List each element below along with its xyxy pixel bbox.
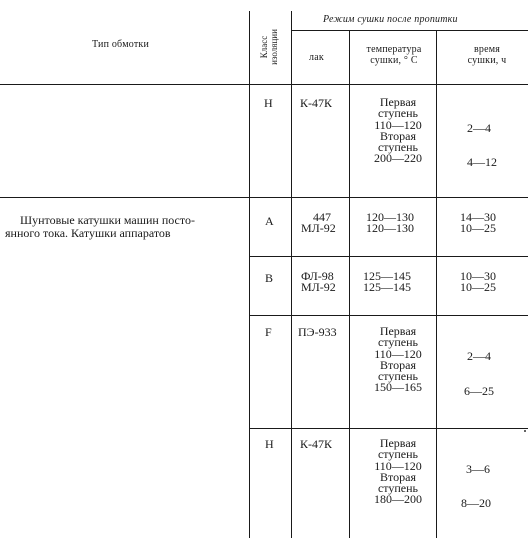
header-insulation-class-line2: изоляции: [269, 29, 279, 65]
row-temp: [356, 438, 440, 506]
drying-mode-subrule: [291, 30, 528, 31]
block-top-class: Н: [264, 96, 273, 110]
row-temp: [366, 212, 414, 234]
row-temp-line: ступень: [377, 447, 419, 462]
row-temp: [363, 271, 411, 293]
col-rule-temp-left: [349, 30, 350, 538]
header-drying-temp: [352, 44, 436, 66]
header-winding-type: Тип обмотки: [92, 39, 150, 50]
header-drying-temp-line2: сушки, ° С: [370, 55, 418, 66]
row-varnish-line: 447: [313, 210, 331, 224]
row-varnish: [301, 271, 336, 293]
row-temp-line: ступень: [377, 369, 419, 384]
block-top-temp-line: 200—220: [374, 151, 422, 166]
block-top-time-1: 2—4: [467, 121, 491, 135]
header-drying-mode: Режим сушки после пропитки: [323, 14, 458, 25]
row-temp-line: ступень: [377, 481, 419, 496]
winding-type-description: [5, 213, 195, 240]
row-time: [460, 271, 496, 293]
row-varnish-line: ФЛ-98: [301, 269, 334, 283]
scan-speck: [524, 430, 526, 432]
block-top-temp-line: Первая: [379, 95, 417, 109]
row-temp-line: 110—120: [374, 346, 422, 361]
row-class: А: [265, 214, 274, 228]
block-top-varnish: К-47К: [300, 96, 333, 110]
header-insulation-class-line1: Класс: [259, 35, 269, 59]
row-temp-line: 110—120: [374, 458, 422, 473]
row-time: [460, 212, 496, 234]
header-drying-temp-line1: температура: [366, 44, 422, 55]
row-temp-line: 120—130: [366, 210, 414, 224]
row-temp: [356, 326, 440, 394]
row-a-bottom-rule: [249, 256, 528, 257]
header-drying-time: [446, 44, 528, 66]
row-varnish: [301, 210, 336, 235]
block-top-temp-line: Вторая: [380, 128, 416, 143]
header-bottom-rule: [0, 84, 528, 85]
header-drying-time-line2: сушки, ч: [467, 55, 507, 66]
row-varnish-line: МЛ-92: [301, 280, 336, 294]
row-time-2: 6—25: [464, 384, 494, 398]
block-top-temp-line: ступень: [377, 140, 419, 155]
row-time-1: 2—4: [467, 349, 491, 363]
row-class: F: [265, 325, 272, 339]
row-temp-line: Первая: [379, 436, 417, 450]
winding-type-line1: Шунтовые катушки машин посто-: [20, 213, 195, 227]
row-temp-line: 120—130: [366, 221, 414, 235]
block-top-time-2: 4—12: [467, 155, 497, 169]
block-top-temp-line: 110—120: [374, 117, 422, 132]
row-time-line: 10—25: [460, 280, 496, 294]
row-temp-line: 125—145: [363, 280, 411, 294]
row-temp-line: Первая: [379, 324, 417, 338]
header-varnish: лак: [309, 52, 324, 63]
row-varnish: К-47К: [300, 437, 333, 451]
header-drying-time-line1: время: [473, 44, 501, 55]
winding-type-line2: янного тока. Катушки аппаратов: [5, 226, 171, 240]
row-f-bottom-rule: [249, 428, 528, 429]
row-class: Н: [265, 437, 274, 451]
row-temp-line: Вторая: [380, 469, 416, 484]
row-class: В: [265, 271, 274, 285]
header-insulation-class: [259, 16, 279, 78]
row-time-line: 10—30: [460, 269, 496, 283]
row-varnish-line: МЛ-92: [301, 221, 336, 235]
col-rule-varnish-left: [291, 11, 292, 538]
row-varnish: ПЭ-933: [298, 325, 337, 339]
row-time-line: 10—25: [460, 221, 496, 235]
row-temp-line: 125—145: [363, 269, 411, 283]
block-top-temp: [356, 97, 440, 165]
block-separator-rule: [0, 197, 528, 198]
row-time-line: 14—30: [460, 210, 496, 224]
row-temp-line: ступень: [377, 335, 419, 350]
row-temp-line: Вторая: [380, 357, 416, 372]
row-b-bottom-rule: [249, 315, 528, 316]
block-top-temp-line: ступень: [377, 106, 419, 121]
row-temp-line: 180—200: [374, 492, 422, 507]
col-rule-class-left: [249, 11, 250, 538]
row-time-2: 8—20: [461, 496, 491, 510]
row-temp-line: 150—165: [374, 380, 422, 395]
row-time-1: 3—6: [466, 462, 490, 476]
